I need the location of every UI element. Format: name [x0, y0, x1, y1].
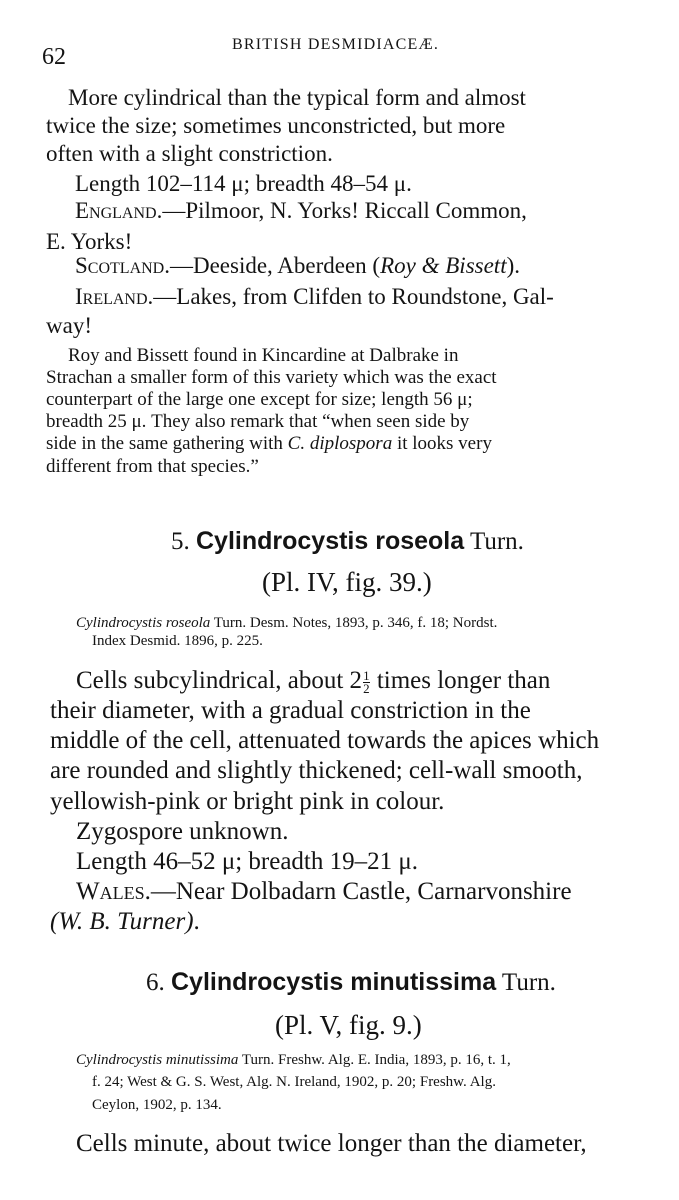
note-text: it looks very: [392, 433, 492, 454]
collector-authority: Roy & Bissett: [380, 253, 507, 278]
description-line: are rounded and slightly thickened; cell-wall smooth,: [50, 757, 583, 784]
species-name: Cylindrocystis roseola: [196, 527, 465, 555]
fraction-one-half: [363, 667, 370, 696]
species-number: 5.: [171, 528, 190, 555]
locality-text: —Lakes, from Clifden to Roundstone, Gal-: [153, 284, 554, 309]
citation-line: [76, 1051, 511, 1069]
variety-measurements: Length 102–114 μ; breadth 48–54 μ.: [75, 171, 412, 196]
variety-note-line: Roy and Bissett found in Kincardine at Dalbrake in: [68, 345, 459, 366]
description-line: middle of the cell, attenuated towards the apices which: [50, 727, 600, 754]
locality-wales: [76, 876, 572, 907]
species-number: 6.: [146, 969, 165, 996]
citation-line: Ceylon, 1902, p. 134.: [92, 1097, 222, 1113]
description-text: times longer than: [370, 667, 551, 694]
citation-line: [76, 614, 497, 632]
citation-text: Turn. Desm. Notes, 1893, p. 346, f. 18; Nordst.: [210, 615, 498, 631]
locality-label: Ireland.: [75, 284, 154, 309]
locality-wales-cont: [50, 906, 200, 937]
citation-line: Index Desmid. 1896, p. 225.: [92, 633, 263, 649]
variety-note-line: different from that species.”: [46, 456, 259, 477]
citation-text: Turn. Freshw. Alg. E. India, 1893, p. 16, t. 1,: [238, 1052, 511, 1068]
plate-reference: (Pl. IV, fig. 39.): [262, 567, 432, 597]
locality-label: Scotland.: [75, 253, 170, 278]
species-name-italic: C. diplospora: [287, 433, 393, 454]
note-text: side in the same gathering with: [46, 433, 288, 454]
species-heading: [146, 968, 556, 997]
species-name: Cylindrocystis minutissima: [171, 968, 497, 996]
description-text: Cells subcylindrical, about 2: [76, 667, 363, 694]
fraction-numerator: 1: [363, 667, 370, 683]
zygospore-note: Zygospore unknown.: [76, 818, 289, 845]
variety-note-line: breadth 25 μ. They also remark that “when seen side by: [46, 411, 470, 432]
running-title: BRITISH DESMIDIACEÆ.: [232, 36, 440, 53]
variety-note-line: [46, 433, 492, 455]
locality-label: Wales.: [76, 878, 151, 905]
description-line: yellowish-pink or bright pink in colour.: [50, 788, 445, 815]
description-line: [76, 665, 550, 696]
locality-punctuation: .: [193, 908, 200, 935]
description-line: Cells minute, about twice longer than the diameter,: [76, 1130, 587, 1157]
species-author: Turn.: [501, 969, 556, 996]
locality-text: —Deeside, Aberdeen (: [169, 253, 381, 278]
locality-punctuation: ).: [506, 253, 521, 278]
variety-description-line: often with a slight constriction.: [46, 141, 333, 166]
citation-species: Cylindrocystis minutissima: [76, 1052, 239, 1068]
locality-england-cont: E. Yorks!: [46, 229, 133, 254]
variety-description-line: twice the size; sometimes unconstricted, but more: [46, 113, 506, 138]
page-number: 62: [42, 44, 66, 70]
locality-scotland: [75, 252, 520, 280]
description-line: their diameter, with a gradual constriction in the: [50, 697, 531, 724]
plate-reference: (Pl. V, fig. 9.): [275, 1010, 422, 1040]
variety-description-line: More cylindrical than the typical form and almost: [68, 85, 526, 110]
variety-note-line: Strachan a smaller form of this variety which was the exact: [46, 367, 497, 388]
locality-label: England.: [75, 198, 163, 223]
fraction-denominator: 2: [363, 680, 370, 696]
variety-note-line: counterpart of the large one except for size; length 56 μ;: [46, 389, 473, 410]
species-measurements: Length 46–52 μ; breadth 19–21 μ.: [76, 848, 419, 875]
locality-england: [75, 197, 527, 225]
species-heading: [171, 527, 524, 556]
locality-ireland: [75, 283, 554, 311]
collector-authority: (W. B. Turner): [50, 908, 194, 935]
species-author: Turn.: [469, 528, 524, 555]
locality-text: —Near Dolbadarn Castle, Carnarvonshire: [150, 878, 572, 905]
citation-species: Cylindrocystis roseola: [76, 615, 211, 631]
locality-ireland-cont: way!: [46, 313, 92, 338]
locality-text: —Pilmoor, N. Yorks! Riccall Common,: [162, 198, 527, 223]
citation-line: f. 24; West & G. S. West, Alg. N. Ireland, 1902, p. 20; Freshw. Alg.: [92, 1074, 496, 1090]
